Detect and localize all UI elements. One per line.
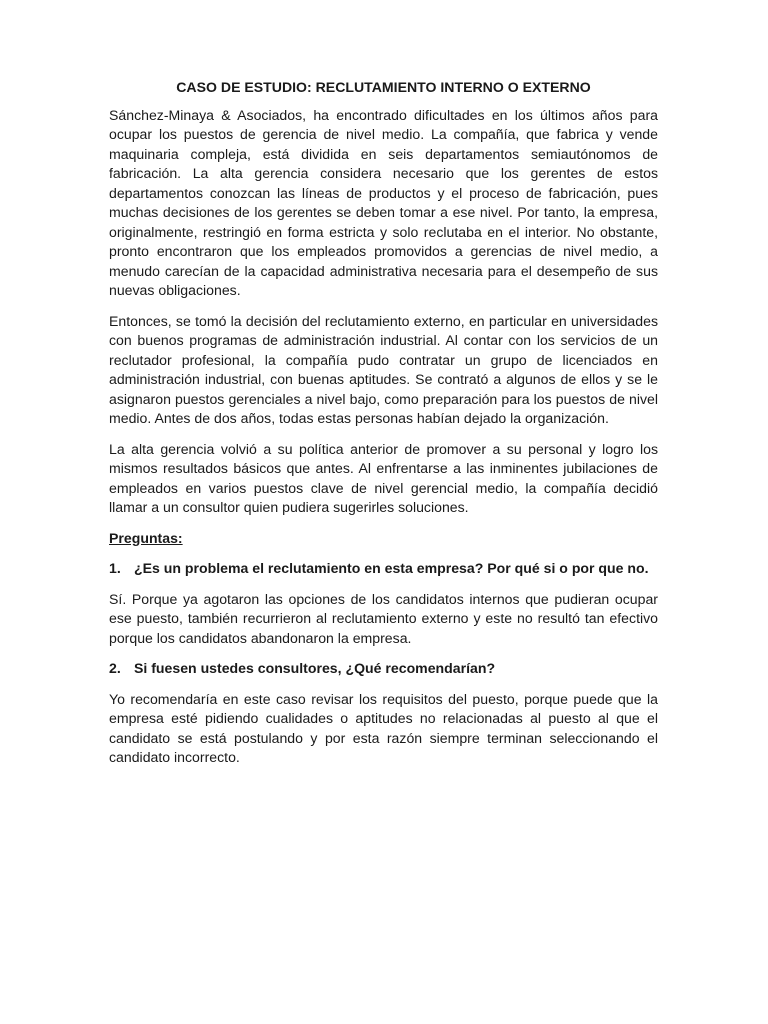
question-2 <box>109 659 658 679</box>
question-1-text: ¿Es un problema el reclutamiento en esta empresa? Por qué si o por que no. <box>134 560 649 576</box>
answer-1: Sí. Porque ya agotaron las opciones de los candidatos internos que pudieran ocupar ese puesto, también recurrieron al reclutamiento externo y este no resultó tan efectivo porque los candidatos abandonaron la empresa. <box>109 590 658 646</box>
paragraph-1: Sánchez-Minaya & Asociados, ha encontrado dificultades en los últimos años para ocupar los puestos de gerencia de nivel medio. La compañía, que fabrica y vende maquinaria compleja, está dividida en seis departamentos semiautónomos de fabricación. La alta gerencia considera necesario que los gerentes de estos departamentos conozcan las líneas de productos y el proceso de fabricación, pues muchas decisiones de los gerentes se deben tomar a ese nivel. Por tanto, la empresa, originalmente, restringió en forma estricta y solo reclutaba en el interior. No obstante, pronto encontraron que los empleados promovidos a gerencias de nivel medio, a menudo carecían de la capacidad administrativa necesaria para el desempeño de sus nuevas obligaciones. <box>109 106 658 298</box>
document-page <box>109 78 658 779</box>
questions-heading: Preguntas: <box>109 529 183 546</box>
paragraph-2: Entonces, se tomó la decisión del reclutamiento externo, en particular en universidades con buenos programas de administración industrial. Al contar con los servicios de un reclutador profesional, la compañía pudo contratar un grupo de licenciados en administración industrial, con buenas aptitudes. Se contrató a algunos de ellos y se le asignaron puestos gerenciales a nivel bajo, como preparación para los puestos de nivel medio. Antes de dos años, todas estas personas habían dejado la organización. <box>109 312 658 426</box>
document-title: CASO DE ESTUDIO: RECLUTAMIENTO INTERNO O EXTERNO <box>176 79 591 95</box>
answer-2: Yo recomendaría en este caso revisar los requisitos del puesto, porque puede que la empresa esté pidiendo cualidades o aptitudes no relacionadas al puesto al que el candidato se está postulando y por esta razón siempre terminan seleccionando el candidato incorrecto. <box>109 690 658 765</box>
question-2-number: 2. <box>109 660 121 676</box>
question-1 <box>109 559 658 579</box>
question-2-text: Si fuesen ustedes consultores, ¿Qué recomendarían? <box>134 660 496 676</box>
paragraph-3: La alta gerencia volvió a su política anterior de promover a su personal y logro los mismos resultados básicos que antes. Al enfrentarse a las inminentes jubilaciones de empleados en varios puestos clave de nivel gerencial medio, la compañía decidió llamar a un consultor quien pudiera sugerirles soluciones. <box>109 440 658 515</box>
question-1-number: 1. <box>109 560 121 576</box>
